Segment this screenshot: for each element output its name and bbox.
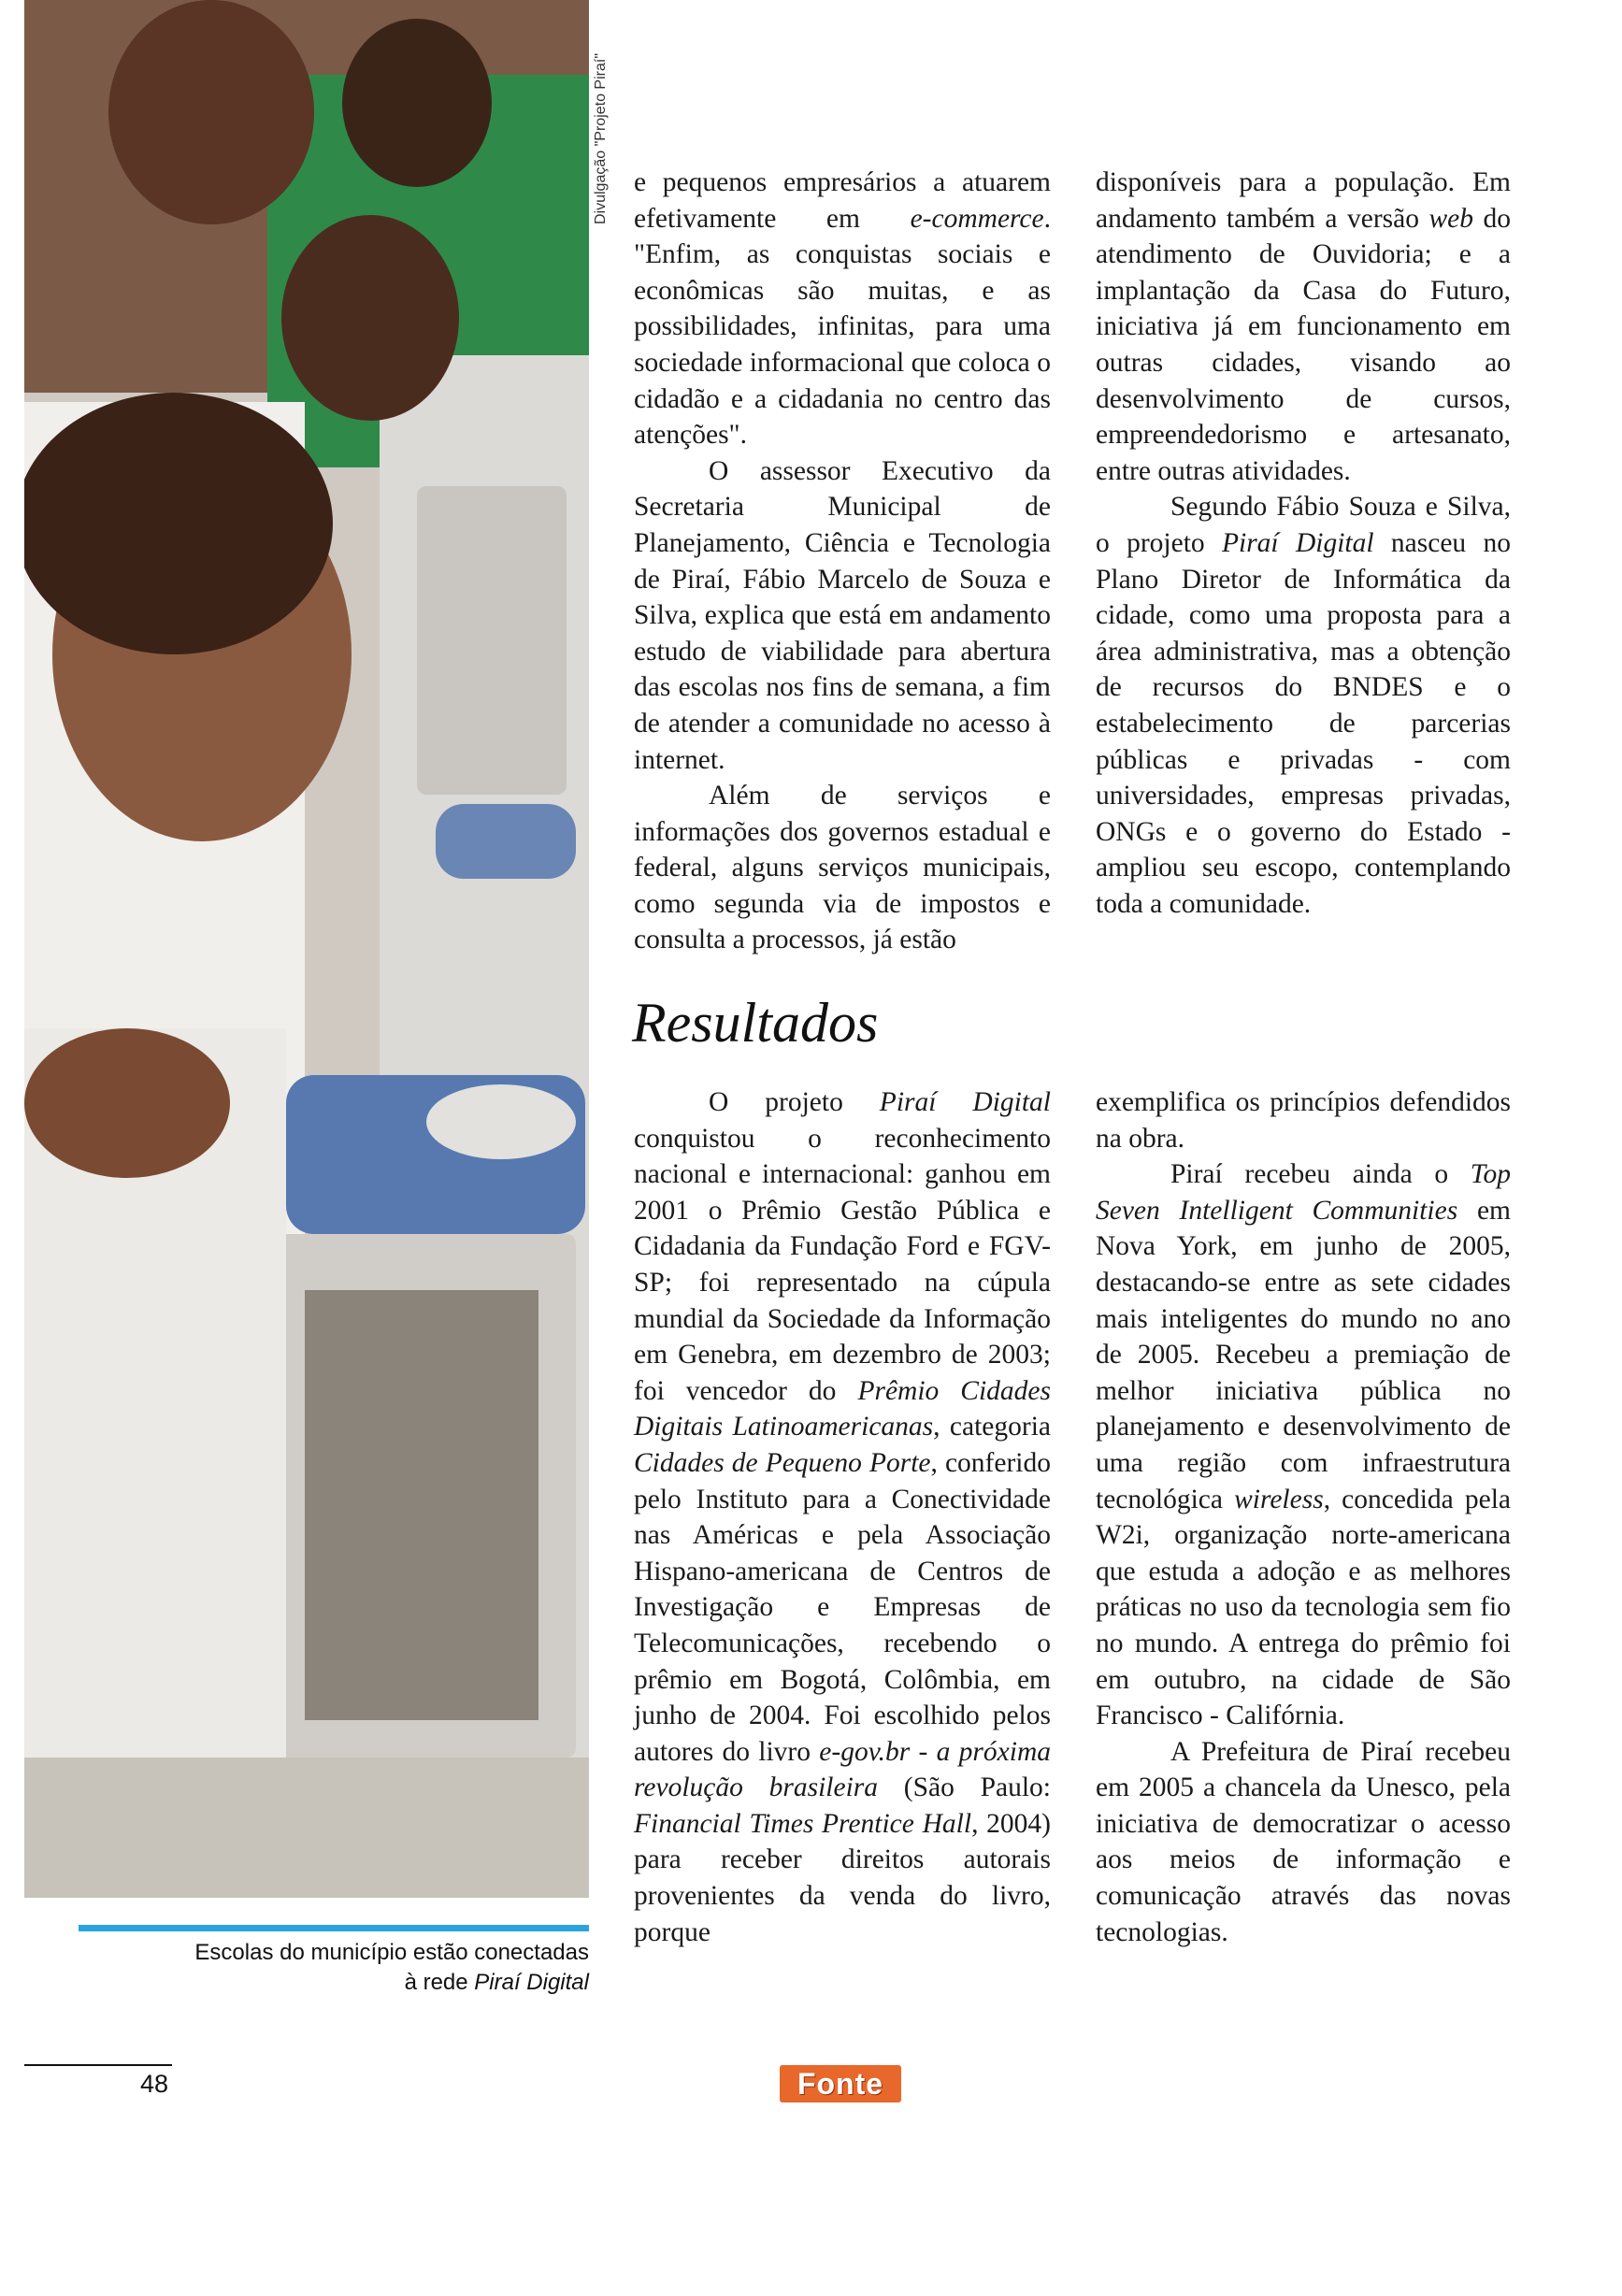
photo-caption (79, 1938, 589, 1998)
text-column-2 (1096, 165, 1511, 922)
paragraph: Segundo Fábio Souza e Silva, o projeto Piraí Digital nasceu no Plano Diretor de Informática da cidade, como uma proposta para a área administrativa, mas a obtenção de recursos do BNDES e o estabelecimento de parcerias públicas e privadas - com universidades, empresas privadas, ONGs e o governo do Estado - ampliou seu escopo, contemplando toda a comunidade. (1096, 492, 1511, 919)
students-computer-lab-photo (24, 0, 589, 1898)
paragraph: Além de serviços e informações dos governos estadual e federal, alguns serviços municipais, como segunda via de impostos e consulta a processos, já estão (634, 781, 1051, 955)
section-heading: Resultados (632, 992, 879, 1054)
paragraph: Piraí recebeu ainda o Top Seven Intelligent Communities em Nova York, em junho de 2005, destacando-se entre as sete cidades mais inteligentes do mundo no ano de 2005. Recebeu a premiação de melhor iniciativa pública no planejamento e desenvolvimento de uma região com infraestrutura tecnológica wireless, concedida pela W2i, organização norte-americana que estuda a adoção e as melhores práticas no uso da tecnologia sem fio no mundo. A entrega do prêmio foi em outubro, na cidade de São Francisco - Califórnia. (1096, 1159, 1512, 1731)
paragraph: O assessor Executivo da Secretaria Municipal de Planejamento, Ciência e Tecnologia de Piraí, Fábio Marcelo de Souza e Silva, explica que está em andamento estudo de viabilidade para abertura das escolas nos fins de semana, a fim de atender a comunidade no acesso à internet. (634, 455, 1051, 775)
text-column-1 (634, 165, 1051, 958)
paragraph: disponíveis para a população. Em andamento também a versão web do atendimento de Ouvidoria; e a implantação da Casa do Futuro, iniciativa já em funcionamento em outras cidades, visando ao desenvolvimento de cursos, empreendedorismo e artesanato, entre outras atividades. (1096, 167, 1511, 486)
caption-rule (79, 1925, 589, 1931)
caption-line: à rede Piraí Digital (404, 1970, 589, 1995)
fonte-logo: Fonte (780, 2065, 901, 2102)
paragraph: O projeto Piraí Digital conquistou o reconhecimento nacional e internacional: ganhou em 2001 o Prêmio Gestão Pública e Cidadania da Fundação Ford e FGV-SP; foi representado na cúpula mundial da Sociedade da Informação em Genebra, em dezembro de 2003; foi vencedor do Prêmio Cidades Digitais Latinoamericanas, categoria Cidades de Pequeno Porte, conferido pelo Instituto para a Conectividade nas Américas e pela Associação Hispano-americana de Centros de Investigação e Empresas de Telecomunicações, recebendo o prêmio em Bogotá, Colômbia, em junho de 2004. Foi escolhido pelos autores do livro e-gov.br - a próxima revolução brasileira (São Paulo: Financial Times Prentice Hall, 2004) para receber direitos autorais provenientes da venda do livro, porque (634, 1087, 1052, 1947)
paragraph: e pequenos empresários a atuarem efetivamente em e-commerce. "Enfim, as conquistas sociais e econômicas são muitas, e as possibilidades, infinitas, para uma sociedade informacional que coloca o cidadão e a cidadania no centro das atenções". (634, 167, 1051, 451)
text-column-3 (634, 1084, 1051, 1950)
page-number: 48 (140, 2070, 169, 2098)
paragraph: A Prefeitura de Piraí recebeu em 2005 a chancela da Unesco, pela iniciativa de democratizar o acesso aos meios de informação e comunicação através das novas tecnologias. (1096, 1736, 1511, 1947)
paragraph: exemplifica os princípios defendidos na obra. (1096, 1087, 1511, 1154)
text-column-4 (1096, 1084, 1511, 1950)
page-number-rule (24, 2064, 172, 2066)
photo-credit: Divulgação "Projeto Piraí" (593, 53, 609, 224)
caption-line: Escolas do município estão conectadas (194, 1940, 589, 1965)
